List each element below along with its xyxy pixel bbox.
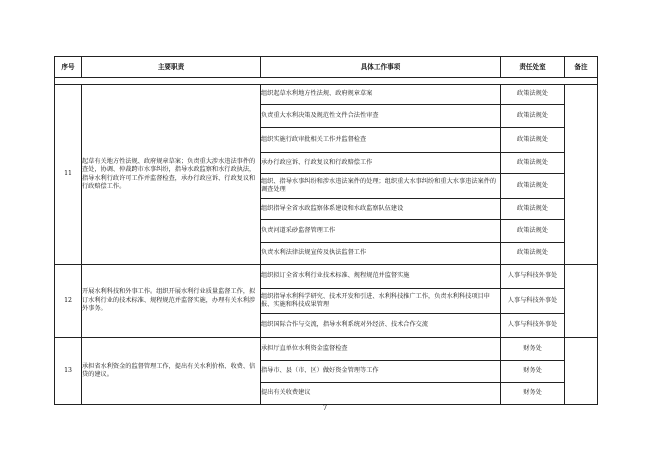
duty-cell: 开展水利科技和外事工作。组织开展水利行业质量监督工作，拟订水利行业的技术标准、规程规范并监督实施，办理有关水利涉外事务。 <box>82 265 261 338</box>
note-cell <box>565 265 598 338</box>
dept-cell: 政策法规处 <box>501 85 565 105</box>
header-dept: 责任处室 <box>501 57 565 78</box>
dept-cell: 财务处 <box>501 361 565 383</box>
duty-table <box>54 56 598 405</box>
dept-cell: 财务处 <box>501 383 565 405</box>
table-row <box>55 338 598 361</box>
header-note: 备注 <box>565 57 598 78</box>
spacer-row <box>55 78 598 85</box>
task-cell: 组织国际合作与交流，指导水利系统对外经济、技术合作交流 <box>261 314 501 338</box>
seq-cell: 13 <box>55 338 82 405</box>
task-cell: 提出有关收费建议 <box>261 383 501 405</box>
task-cell: 组织拟订全省水利行业技术标准、规程规范并监督实施 <box>261 265 501 289</box>
dept-cell: 政策法规处 <box>501 243 565 265</box>
header-seq: 序号 <box>55 57 82 78</box>
task-cell: 组织、指导水事纠纷和涉水违法案件的处理；组织重大水事纠纷和重大水事违法案件的调查处理 <box>261 174 501 199</box>
note-cell <box>565 85 598 265</box>
header-duty: 主要职责 <box>82 57 261 78</box>
dept-cell: 政策法规处 <box>501 220 565 243</box>
table-body <box>55 78 598 405</box>
dept-cell: 政策法规处 <box>501 153 565 174</box>
task-cell: 承办行政应诉、行政复议和行政赔偿工作 <box>261 153 501 174</box>
note-cell <box>565 338 598 405</box>
header-row <box>55 57 598 78</box>
seq-cell: 12 <box>55 265 82 338</box>
task-cell: 组织指导水利科学研究、技术开发和引进、水利科技推广工作，负责水利科技项目申报、实施和科技成果管理 <box>261 289 501 314</box>
dept-cell: 人事与科技外事处 <box>501 314 565 338</box>
task-cell: 承担厅直单位水利资金监督检查 <box>261 338 501 361</box>
dept-cell: 人事与科技外事处 <box>501 289 565 314</box>
duty-cell: 承担省水利资金的监督管理工作，提出有关水利价格、收费、信贷的建议。 <box>82 338 261 405</box>
task-cell: 负责水利法律法规宣传及执法监督工作 <box>261 243 501 265</box>
table-row <box>55 85 598 105</box>
task-cell: 负责重大水利决策及规范性文件合法性审查 <box>261 105 501 128</box>
dept-cell: 财务处 <box>501 338 565 361</box>
seq-cell: 11 <box>55 85 82 265</box>
task-cell: 组织实施行政审批相关工作并监督检查 <box>261 128 501 153</box>
dept-cell: 政策法规处 <box>501 199 565 220</box>
task-cell: 组织起草水利地方性法规、政府规章草案 <box>261 85 501 105</box>
task-cell: 组织指导全省水政监察体系建设和水政监察队伍建设 <box>261 199 501 220</box>
dept-cell: 政策法规处 <box>501 174 565 199</box>
dept-cell: 政策法规处 <box>501 105 565 128</box>
dept-cell: 人事与科技外事处 <box>501 265 565 289</box>
task-cell: 负责河道采砂监督管理工作 <box>261 220 501 243</box>
duty-cell: 起草有关地方性法规、政府规章草案；负责重大涉水违法事件的查处，协调、仲裁跨市水事纠纷，指导水政监察和水行政执法，指导水利行政许可工作并监督检查，承办行政应诉、行政复议和行政赔偿工作。 <box>82 85 261 265</box>
header-task: 具体工作事项 <box>261 57 501 78</box>
task-cell: 指导市、县（市、区）做好资金管理等工作 <box>261 361 501 383</box>
dept-cell: 政策法规处 <box>501 128 565 153</box>
page-number: 7 <box>322 404 328 412</box>
table-row <box>55 265 598 289</box>
